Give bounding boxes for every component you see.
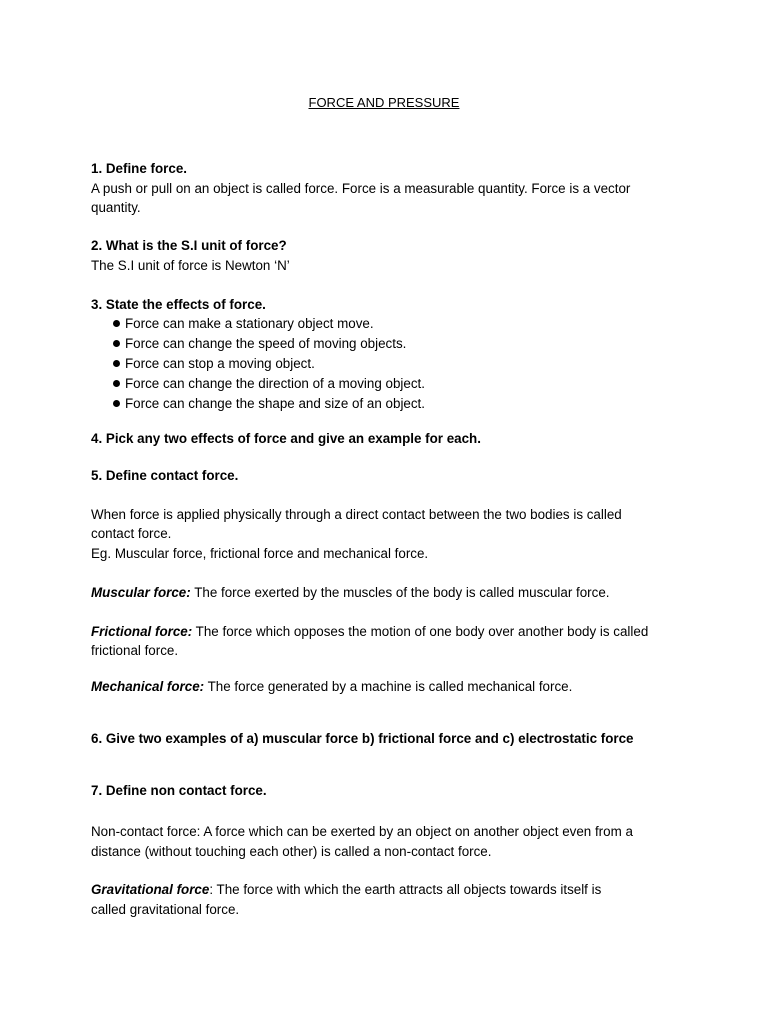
q3-heading: 3. State the effects of force. — [91, 297, 266, 312]
q7-heading: 7. Define non contact force. — [91, 783, 267, 798]
q4-heading: 4. Pick any two effects of force and give an example for each. — [91, 431, 481, 446]
q5-answer-line-2: contact force. — [91, 526, 172, 541]
gravitational-force-term: Gravitational force — [91, 882, 210, 897]
frictional-force-definition-line-2: frictional force. — [91, 643, 179, 658]
q1-heading: 1. Define force. — [91, 161, 187, 176]
bullet-dot-icon — [113, 340, 120, 347]
q3-bullet-item: Force can make a stationary object move. — [113, 316, 374, 332]
muscular-force-term: Muscular force: — [91, 585, 191, 600]
frictional-force-definition: Frictional force: The force which opposes the motion of one body over another body is called — [91, 624, 649, 639]
muscular-force-definition: Muscular force: The force exerted by the muscles of the body is called muscular force. — [91, 585, 610, 600]
document-title: FORCE AND PRESSURE — [308, 95, 460, 110]
q1-answer-line-2: quantity. — [91, 200, 141, 215]
q2-heading: 2. What is the S.I unit of force? — [91, 238, 287, 253]
q1-answer-line-1: A push or pull on an object is called force. Force is a measurable quantity. Force is a vector — [91, 181, 631, 196]
q7-answer-line-2: distance (without touching each other) is called a non-contact force. — [91, 844, 492, 859]
bullet-dot-icon — [113, 380, 120, 387]
q3-bullet-item: Force can stop a moving object. — [113, 356, 315, 372]
mechanical-force-term: Mechanical force: — [91, 679, 205, 694]
frictional-force-term: Frictional force: — [91, 624, 193, 639]
q6-heading: 6. Give two examples of a) muscular force b) frictional force and c) electrostatic force — [91, 731, 634, 746]
q5-example-line: Eg. Muscular force, frictional force and mechanical force. — [91, 546, 429, 561]
bullet-dot-icon — [113, 360, 120, 367]
q5-heading: 5. Define contact force. — [91, 468, 239, 483]
bullet-dot-icon — [113, 320, 120, 327]
q5-answer-line-1: When force is applied physically through a direct contact between the two bodies is called — [91, 507, 622, 522]
q7-answer-line-1: Non-contact force: A force which can be exerted by an object on another object even from a — [91, 824, 633, 839]
bullet-dot-icon — [113, 400, 120, 407]
q3-bullet-item: Force can change the direction of a moving object. — [113, 376, 425, 392]
gravitational-force-definition: Gravitational force: The force with which the earth attracts all objects towards itself is — [91, 882, 602, 897]
q2-answer: The S.I unit of force is Newton ‘N’ — [91, 258, 290, 273]
q3-bullet-item: Force can change the speed of moving objects. — [113, 336, 406, 352]
gravitational-force-definition-line-2: called gravitational force. — [91, 902, 240, 917]
mechanical-force-definition: Mechanical force: The force generated by a machine is called mechanical force. — [91, 679, 573, 694]
q3-bullet-item: Force can change the shape and size of an object. — [113, 396, 425, 412]
